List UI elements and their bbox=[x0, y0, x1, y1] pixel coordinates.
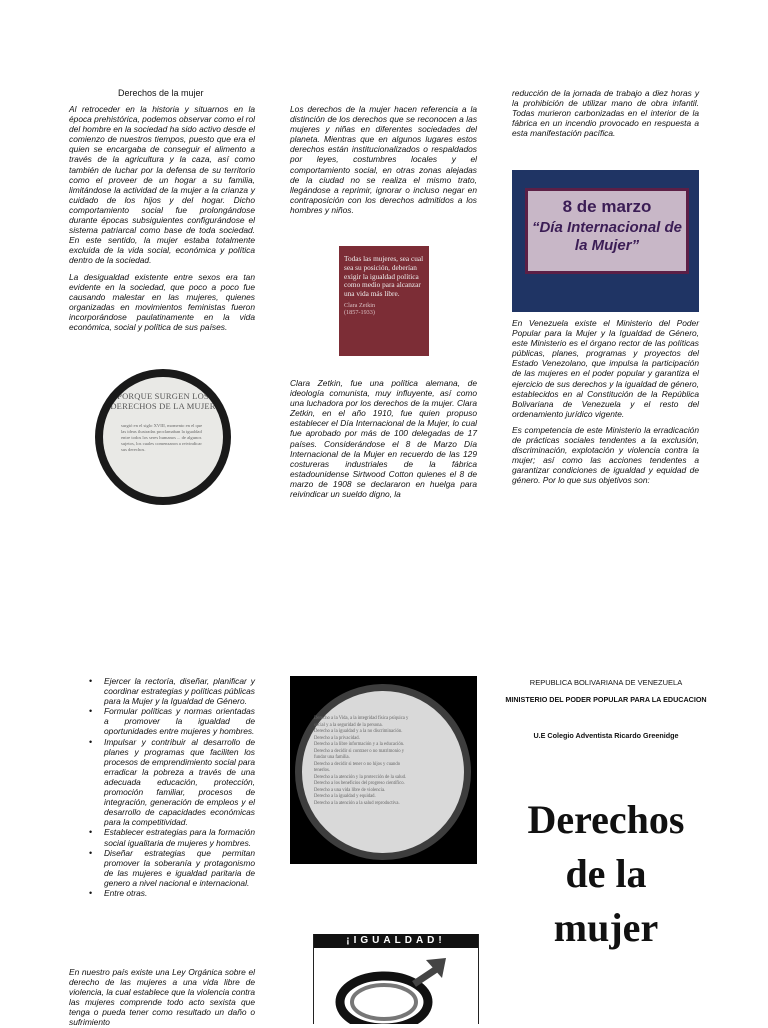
paragraph-clara-zetkin: Clara Zetkin, fue una política alemana, de ideología comunista, muy influyente, así como una luchadora por los derechos de la mujer. Clara Zetkin, en el año 1910, fue quien propuso establecer el Día Internacional de la Mujer, lo cual fue aprobado por más de 100 delegadas de 17 países. Considerándose el 8 de Marzo Día Internacional de la Mujer en recuerdo de las 129 costureras industriales de la fábrica estadounidense Sirtwood Cotton quienes el 8 de marzo de 1908 se declararon en huelga para reivindicar un sueldo digno, la bbox=[290, 378, 477, 500]
cover-republic: REPUBLICA BOLIVARIANA DE VENEZUELA bbox=[529, 678, 683, 687]
right-line: fundar una familia. bbox=[314, 755, 350, 760]
cover-title-line: Derechos bbox=[527, 797, 685, 842]
list-item: • Establecer estrategias para la formación social igualitaria de mujeres y hombres. bbox=[89, 827, 255, 847]
right-line: Derecho a la atención y la protección de la salud. bbox=[314, 774, 407, 780]
right-line: Derecho a la Vida, a la integridad física psíquica y bbox=[314, 716, 409, 721]
right-line: tenerlos. bbox=[314, 768, 331, 773]
right-line: Derecho a una vida libre de violencia. bbox=[314, 787, 386, 793]
right-line: Derecho a la igualdad y a la no discriminación. bbox=[314, 729, 403, 734]
list-item: • Impulsar y contribuir al desarrollo de planes y programas que faciliten los procesos de emprendimiento social para erradicar la pobreza a través de una adecuada educación, protección, promoción familiar, procesos de integración, generación de empleos y el desarrollo de capacidades económicas para la competitividad. bbox=[89, 737, 255, 828]
quote-text: Todas las mujeres, sea cual sea su posición, deberían exigir la igualdad política como medio para alcanzar una vida más libre. bbox=[344, 254, 424, 299]
paragraph-definition: Los derechos de la mujer hacen referencia a la distinción de los derechos que se reconocen a las mujeres y niñas en diferentes sociedades del planeta. Mientras que en algunos lugares estos derechos están institucionalizados o respaldados por leyes, costumbres locales y el comportamiento social, en otras zonas alejadas de la ciudad no se realiza el mismo trato, llegándose a reprimir, ignorar o incluso negar en contraposición con los derechos admitidos a los hombres y niños. bbox=[290, 104, 477, 215]
equality-poster bbox=[313, 934, 479, 1024]
why-rights-emerge-image bbox=[95, 369, 231, 505]
paragraph-organic-law: En nuestro país existe una Ley Orgánica sobre el derecho de las mujeres a una vida libre de violencia, la cual establece que la violencia contra las mujeres comprende todo acto sexista que tenga o pueda tener como resultado un daño o sufrimiento bbox=[69, 967, 255, 1028]
quote-years: (1857-1933) bbox=[344, 309, 375, 317]
rights-list-image bbox=[290, 676, 477, 864]
circle-heading: PORQUE SURGEN LOS DERECHOS DE LA MUJER bbox=[110, 391, 216, 411]
cover-ministry: MINISTERIO DEL PODER POPULAR PARA LA EDUCACION bbox=[505, 695, 707, 704]
right-line: Derecho a la igualdad y equidad. bbox=[314, 794, 376, 799]
right-line: social y a la seguridad de la persona. bbox=[314, 722, 383, 728]
column-1-text bbox=[69, 104, 255, 338]
right-line: Derecho a la atención a la salud reproductiva. bbox=[314, 800, 400, 806]
paragraph-competence: Es competencia de este Ministerio la erradicación de prácticas sociales tendentes a la exclusión, discriminación, explotación y violencia contra la mujer; así como las acciones tendentes a garantizar condiciones de igualdad y equidad de género. Por lo que sus objetivos son: bbox=[512, 424, 699, 486]
banner-title: “Día Internacional de la Mujer” bbox=[531, 219, 683, 254]
right-line: Derecho a decidir si contraer o no matrimonio y bbox=[314, 748, 405, 754]
paragraph-continuation: reducción de la jornada de trabajo a diez horas y la prohibición de utilizar mano de obra infantil. Todas murieron carbonizadas en el interior de la fábrica en un incendio provocado en respuesta a esta manifestación pacífica. bbox=[512, 88, 699, 139]
banner-date: 8 de marzo bbox=[562, 197, 652, 216]
cover-title-line: de la bbox=[565, 851, 647, 896]
right-line: Derecho a la privacidad. bbox=[314, 735, 360, 741]
quote-author: Clara Zetkin bbox=[344, 301, 376, 309]
list-item: • Ejercer la rectoría, diseñar, planificar y coordinar estrategias y políticas públicas para la Mujer y la Igualdad de Género. bbox=[89, 676, 255, 706]
circle-body: surgió en el siglo XVIII, momento en el que las ideas ilustradas proclamaban la igualdad entre todos los seres humanos ... de algunos sujetos, los cuales comenzaron a reivindicar sus derechos. bbox=[121, 423, 203, 452]
paragraph-inequality: La desigualdad existente entre sexos era tan evidente en la sociedad, que poco a poco fue causando malestar en las mujeres, quienes organizadas en movimientos feministas fueron incorporándose paulatinamente en la vida económica, social y política de sus países. bbox=[69, 271, 255, 332]
cover-school: U.E Colegio Adventista Ricardo Greenidge bbox=[533, 731, 679, 740]
paragraph-ministry: En Venezuela existe el Ministerio del Poder Popular para la Mujer y la Igualdad de Género, este Ministerio es el órgano rector de las políticas públicas, planes, programas y proyectos del Estado Venezolano, que impulsa la participación de las mujeres en el poder popular y garantiza el ejercicio de sus derechos y la igualdad de género, establecidos en al Constitución de la República Bolivariana de Venezuela y el resto del ordenamiento jurídico vigente. bbox=[512, 318, 699, 419]
list-item: • Entre otras. bbox=[89, 888, 255, 898]
right-line: Derecho a la libre información y a la educación. bbox=[314, 742, 405, 747]
cover-title bbox=[504, 793, 708, 955]
column-3-text bbox=[512, 318, 699, 492]
cover-title-line: mujer bbox=[553, 905, 659, 950]
paragraph-history: Al retroceder en la historia y situarnos en la época prehistórica, podemos observar como el rol del hombre en la sociedad ha sido activo desde el comienzo de nuestros tiempos, puesto que era el quien se encargaba de conseguir el alimento a través de la agricultura y la caza, así como también de luchar por la defensa de su territorio como el proveer de un hogar a su familia, limitándose la actividad de la mujer a la crianza y cuidado de los hijos y del hogar. Dicho comportamiento social fue prolongándose durante épocas subsiguientes configurándose el sistema patriarcal como base de toda sociedad. En este sentido, la mujer estaba totalmente excluida de la vida social, económica y política dentro de la sociedad. bbox=[69, 104, 255, 266]
section-title: Derechos de la mujer bbox=[118, 88, 204, 98]
clara-zetkin-quote-image bbox=[339, 246, 429, 356]
womens-day-banner bbox=[512, 170, 699, 312]
objectives-list bbox=[89, 676, 255, 898]
list-item: • Formular políticas y normas orientadas a promover la igualdad de oportunidades entre mujeres y hombres. bbox=[89, 706, 255, 736]
poster-label: ¡IGUALDAD! bbox=[314, 934, 478, 948]
right-line: Derecho a decidir si tener o no hijos y cuando bbox=[314, 761, 401, 767]
list-item: • Diseñar estrategias que permitan promover la soberanía y protagonismo de las mujeres e igualdad paritaria de genero a nivel nacional e internacional. bbox=[89, 848, 255, 888]
gender-symbol-icon bbox=[314, 948, 478, 1024]
right-line: Derecho a los beneficios del progreso científico. bbox=[314, 781, 405, 786]
